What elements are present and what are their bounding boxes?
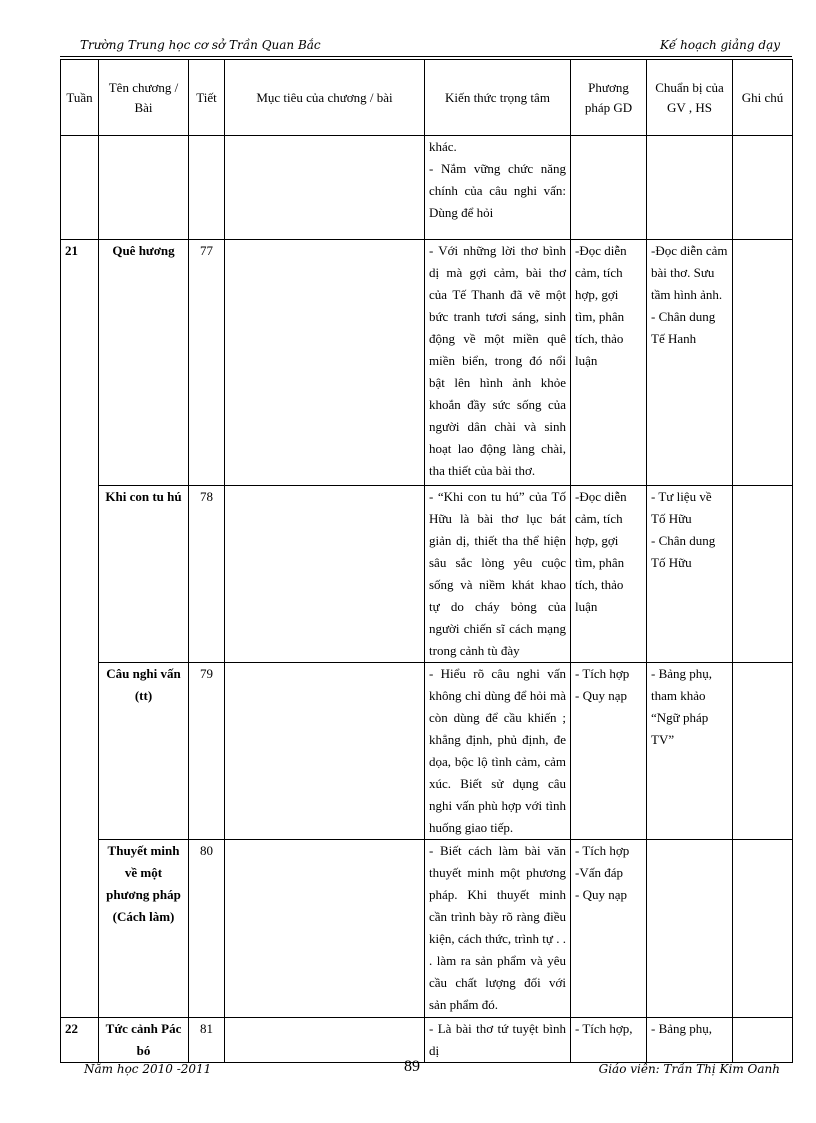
col-header-objective: Mục tiêu của chương / bài <box>225 60 425 136</box>
prep-cell <box>647 840 733 1018</box>
prep-cell: - Tư liệu về Tố Hữu - Chân dung Tố Hữu <box>647 486 733 663</box>
lesson-cell: Tức cảnh Pác bó <box>99 1018 189 1063</box>
method-cell: - Tích hợp, <box>571 1018 647 1063</box>
notes-cell <box>733 663 793 840</box>
notes-cell <box>733 486 793 663</box>
notes-cell <box>733 240 793 486</box>
period-cell: 79 <box>189 663 225 840</box>
period-cell: 77 <box>189 240 225 486</box>
knowledge-cell: - Với những lời thơ bình dị mà gợi cảm, bài thơ của Tế Thanh đã vẽ một bức tranh tươi sáng, sinh động về một miền quê miền biển, trong đó nổi bật lên hình ảnh khỏe khoắn đầy sức sống của người dân chài và sinh hoạt lao động làng chài, tha thiết của bài thơ. <box>425 240 571 486</box>
header-school: Trường Trung học cơ sở Trần Quan Bắc <box>80 38 321 52</box>
objective-cell <box>225 663 425 840</box>
header-rule <box>60 56 792 57</box>
col-header-method: Phương pháp GD <box>571 60 647 136</box>
col-header-period: Tiết <box>189 60 225 136</box>
week-cell <box>61 136 99 240</box>
objective-cell <box>225 486 425 663</box>
col-header-notes: Ghi chú <box>733 60 793 136</box>
lesson-cell <box>99 136 189 240</box>
knowledge-cell: - Biết cách làm bài văn thuyết minh một phương pháp. Khi thuyết minh cần trình bày rõ ràng điều kiện, cách thức, trình tự . . . làm ra sản phẩm và yêu cầu chất lượng đối với sản phẩm đó. <box>425 840 571 1018</box>
knowledge-cell: khác. - Nắm vững chức năng chính của câu nghi vấn: Dùng để hỏi <box>425 136 571 240</box>
lesson-cell: Quê hương <box>99 240 189 486</box>
table-row <box>61 1018 793 1063</box>
prep-cell: -Đọc diễn cảm bài thơ. Sưu tầm hình ảnh. - Chân dung Tế Hanh <box>647 240 733 486</box>
header-doc-title: Kế hoạch giảng dạy <box>659 38 780 52</box>
teaching-plan-table <box>60 59 793 1063</box>
notes-cell <box>733 1018 793 1063</box>
period-cell <box>189 136 225 240</box>
lesson-cell: Câu nghi vấn (tt) <box>99 663 189 840</box>
knowledge-cell: - Hiểu rõ câu nghi vấn không chỉ dùng để hỏi mà còn dùng để cầu khiến ; khẳng định, phủ định, đe dọa, bộc lộ tình cảm, cảm xúc. Biết sử dụng câu nghi vấn phù hợp với tình huống giao tiếp. <box>425 663 571 840</box>
table-row <box>61 240 793 486</box>
table-row <box>61 840 793 1018</box>
objective-cell <box>225 136 425 240</box>
col-header-week: Tuần <box>61 60 99 136</box>
objective-cell <box>225 240 425 486</box>
col-header-knowledge: Kiến thức trọng tâm <box>425 60 571 136</box>
footer-teacher: Giáo viên: Trần Thị Kim Oanh <box>598 1062 780 1076</box>
prep-cell: - Bảng phụ, tham khảo “Ngữ pháp TV” <box>647 663 733 840</box>
table-header-row <box>61 60 793 136</box>
period-cell: 80 <box>189 840 225 1018</box>
prep-cell <box>647 136 733 240</box>
method-cell <box>571 136 647 240</box>
prep-cell: - Bảng phụ, <box>647 1018 733 1063</box>
objective-cell <box>225 1018 425 1063</box>
knowledge-cell: - Là bài thơ tứ tuyệt bình dị <box>425 1018 571 1063</box>
table-row <box>61 136 793 240</box>
notes-cell <box>733 840 793 1018</box>
notes-cell <box>733 136 793 240</box>
page-number: 89 <box>404 1058 420 1075</box>
table-row <box>61 663 793 840</box>
period-cell: 81 <box>189 1018 225 1063</box>
week-cell: 21 <box>61 240 99 1018</box>
col-header-lesson: Tên chương / Bài <box>99 60 189 136</box>
lesson-cell: Khi con tu hú <box>99 486 189 663</box>
method-cell: - Tích hợp - Quy nạp <box>571 663 647 840</box>
method-cell: -Đọc diễn cảm, tích hợp, gợi tìm, phân tích, thảo luận <box>571 486 647 663</box>
footer-school-year: Năm học 2010 -2011 <box>84 1062 212 1076</box>
lesson-cell: Thuyết minh về một phương pháp (Cách làm) <box>99 840 189 1018</box>
method-cell: -Đọc diễn cảm, tích hợp, gợi tìm, phân tích, thảo luận <box>571 240 647 486</box>
week-cell: 22 <box>61 1018 99 1063</box>
period-cell: 78 <box>189 486 225 663</box>
objective-cell <box>225 840 425 1018</box>
knowledge-cell: - “Khi con tu hú” của Tố Hữu là bài thơ lục bát giản dị, thiết tha thể hiện sâu sắc lòng yêu cuộc sống và niềm khát khao tự do cháy bỏng của người chiến sĩ cách mạng trong cảnh tù đày <box>425 486 571 663</box>
method-cell: - Tích hợp -Vấn đáp - Quy nạp <box>571 840 647 1018</box>
col-header-prep: Chuẩn bị của GV , HS <box>647 60 733 136</box>
table-row <box>61 486 793 663</box>
